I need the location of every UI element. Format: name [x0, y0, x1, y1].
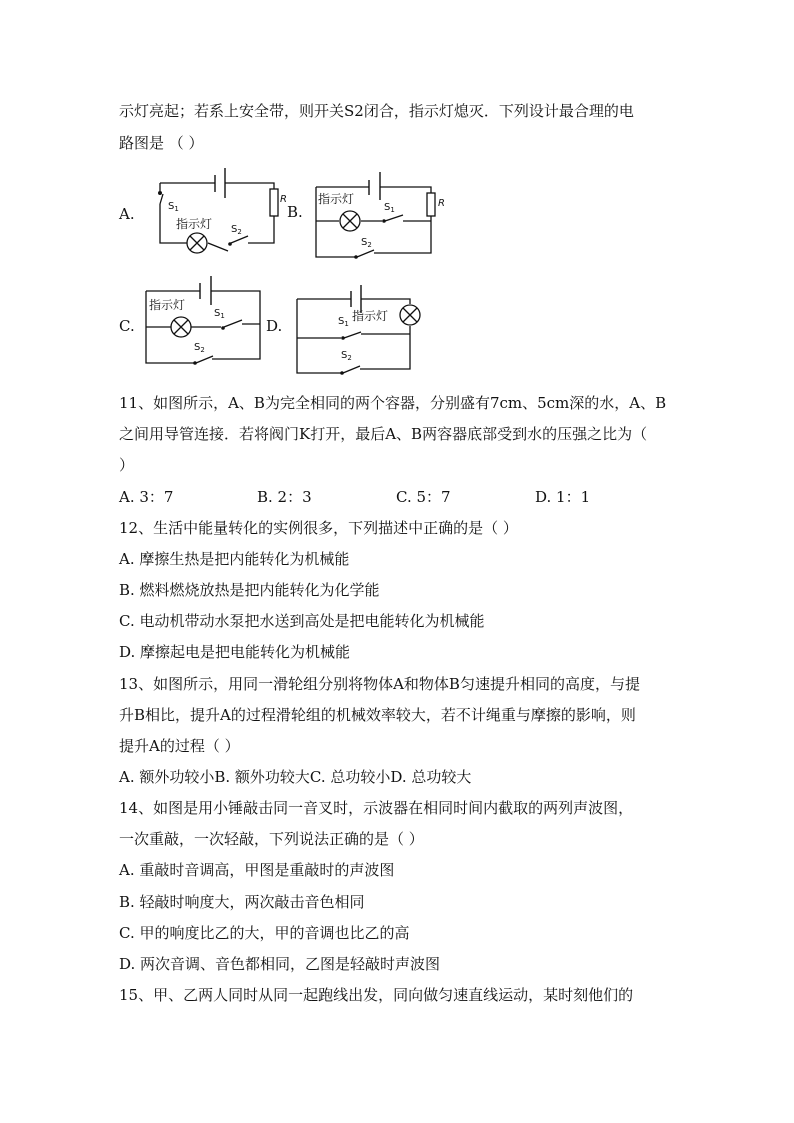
q12-option-b: B. 燃料燃烧放热是把内能转化为化学能: [119, 581, 380, 599]
q10-stem-line2: 路图是 （ ）: [119, 134, 204, 152]
q12-stem: 12、生活中能量转化的实例很多，下列描述中正确的是（ ）: [119, 519, 518, 537]
q11-stem-line1: 11、如图所示，A、B为完全相同的两个容器，分别盛有7cm、5cm深的水，A、B: [119, 394, 667, 412]
s1-label: $S_1$: [384, 202, 395, 214]
q14-option-a: A. 重敲时音调高，甲图是重敲时的声波图: [119, 861, 395, 879]
resistor-icon: [427, 193, 435, 216]
q13-options: A. 额外功较小B. 额外功较大C. 总功较小D. 总功较大: [119, 768, 472, 786]
q10-option-b-label: B.: [287, 203, 303, 221]
s2-label: $S_2$: [194, 342, 205, 354]
q13-stem-line3: 提升A的过程（ ）: [119, 737, 240, 755]
q10-option-d-label: D.: [266, 317, 283, 335]
q15-stem-line1: 15、甲、乙两人同时从同一起跑线出发，同向做匀速直线运动，某时刻他们的: [119, 986, 634, 1004]
q13-stem-line1: 13、如图所示，用同一滑轮组分别将物体A和物体B匀速提升相同的高度，与提: [119, 675, 640, 693]
q10-option-a-label: A.: [119, 205, 135, 223]
q12-option-c: C. 电动机带动水泵把水送到高处是把电能转化为机械能: [119, 612, 485, 630]
lamp-label: 指示灯: [352, 309, 389, 323]
q14-stem-line1: 14、如图是用小锤敲击同一音叉时，示波器在相同时间内截取的两列声波图，: [119, 799, 634, 817]
s2-label: $S_2$: [231, 224, 242, 236]
q11-stem-line2: 之间用导管连接．若将阀门K打开，最后A、B两容器底部受到水的压强之比为（: [119, 425, 648, 443]
lamp-label: 指示灯: [318, 192, 355, 206]
circuit-d: [297, 285, 420, 375]
q11-option-a: A. 3：7: [119, 488, 174, 506]
q12-option-d: D. 摩擦起电是把电能转化为机械能: [119, 643, 351, 661]
s2-label: $S_2$: [341, 350, 352, 362]
circuit-a: [158, 168, 287, 253]
q14-option-b: B. 轻敲时响度大，两次敲击音色相同: [119, 893, 365, 911]
resistor-label: R: [280, 194, 287, 205]
s1-label: $S_1$: [168, 201, 179, 213]
resistor-label: R: [438, 198, 445, 209]
resistor-icon: [270, 189, 278, 216]
lamp-label: 指示灯: [176, 217, 213, 231]
q11-option-c: C. 5：7: [396, 488, 451, 506]
circuit-c: [146, 276, 260, 365]
q14-stem-line2: 一次重敲，一次轻敲，下列说法正确的是（ ）: [119, 830, 424, 848]
q12-option-a: A. 摩擦生热是把内能转化为机械能: [119, 550, 350, 568]
q13-stem-line2: 升B相比，提升A的过程滑轮组的机械效率较大，若不计绳重与摩擦的影响，则: [119, 706, 636, 724]
q10-stem-line1: 示灯亮起；若系上安全带，则开关S2闭合，指示灯熄灭．下列设计最合理的电: [119, 102, 634, 120]
q11-option-b: B. 2：3: [257, 488, 312, 506]
q14-option-c: C. 甲的响度比乙的大，甲的音调也比乙的高: [119, 924, 410, 942]
q11-option-d: D. 1：1: [535, 488, 591, 506]
lamp-label: 指示灯: [149, 298, 186, 312]
q10-option-c-label: C.: [119, 317, 135, 335]
s1-label: $S_1$: [338, 316, 349, 328]
s2-label: $S_2$: [361, 237, 372, 249]
s1-label: $S_1$: [214, 308, 225, 320]
circuit-b: [316, 172, 445, 259]
q11-stem-line3: ）: [119, 456, 135, 474]
q14-option-d: D. 两次音调、音色都相同，乙图是轻敲时声波图: [119, 955, 441, 973]
